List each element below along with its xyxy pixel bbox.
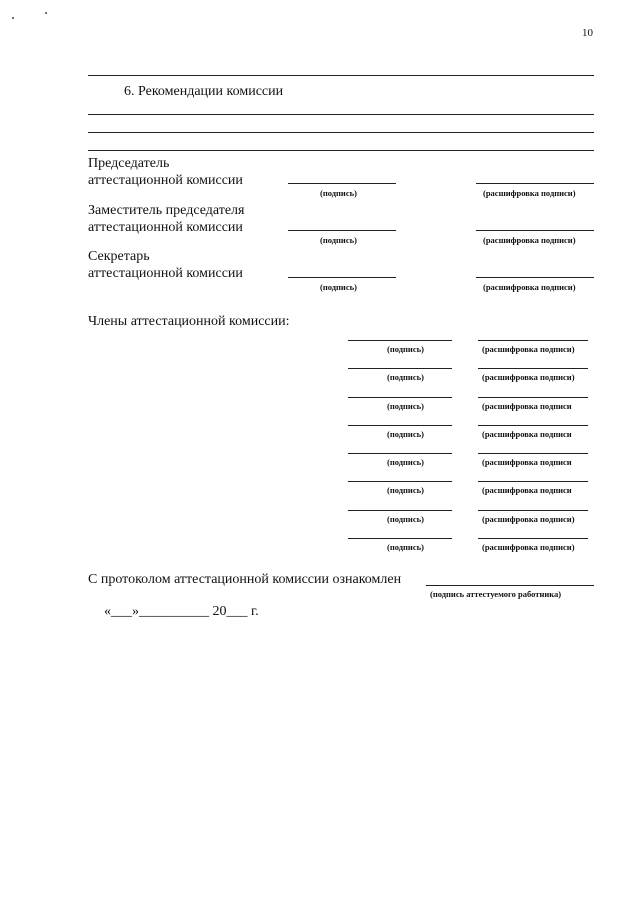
employee-signature-caption: (подпись аттестуемого работника) <box>430 589 562 599</box>
chairman-label: Председатель <box>88 156 170 171</box>
recommendation-line <box>88 114 594 115</box>
secretary-label: Секретарь <box>88 249 150 264</box>
recommendation-line <box>88 132 594 133</box>
signature-caption: (подпись) <box>387 372 424 382</box>
name-caption: (расшифровка подписи) <box>482 542 575 552</box>
name-line[interactable] <box>478 368 588 369</box>
signature-caption: (подпись) <box>387 401 424 411</box>
name-caption: (расшифровка подписи) <box>483 235 576 245</box>
chairman-label-line2: аттестационной комиссии <box>88 173 243 188</box>
signature-line[interactable] <box>348 397 452 398</box>
name-caption: (расшифровка подписи) <box>482 514 575 524</box>
signature-line[interactable] <box>288 277 396 278</box>
signature-line[interactable] <box>288 183 396 184</box>
name-caption: (расшифровка подписи <box>482 401 572 411</box>
name-line[interactable] <box>478 510 588 511</box>
signature-caption: (подпись) <box>387 457 424 467</box>
signature-line[interactable] <box>348 538 452 539</box>
signature-caption: (подпись) <box>387 429 424 439</box>
deputy-label-line2: аттестационной комиссии <box>88 220 243 235</box>
name-line[interactable] <box>476 183 594 184</box>
name-line[interactable] <box>478 481 588 482</box>
signature-caption: (подпись) <box>320 188 357 198</box>
name-line[interactable] <box>476 230 594 231</box>
name-line[interactable] <box>478 538 588 539</box>
signature-line[interactable] <box>348 510 452 511</box>
name-caption: (расшифровка подписи) <box>483 282 576 292</box>
signature-caption: (подпись) <box>320 235 357 245</box>
signature-caption: (подпись) <box>387 514 424 524</box>
signature-line[interactable] <box>348 368 452 369</box>
name-line[interactable] <box>478 397 588 398</box>
name-line[interactable] <box>478 453 588 454</box>
name-line[interactable] <box>478 425 588 426</box>
deputy-label: Заместитель председателя <box>88 203 245 218</box>
signature-caption: (подпись) <box>320 282 357 292</box>
name-caption: (расшифровка подписи <box>482 485 572 495</box>
employee-signature-line[interactable] <box>426 585 594 586</box>
scan-speck <box>12 17 14 19</box>
acknowledgement-text: С протоколом аттестационной комиссии ознакомлен <box>88 572 402 587</box>
signature-line[interactable] <box>348 340 452 341</box>
name-line[interactable] <box>476 277 594 278</box>
signature-line[interactable] <box>348 453 452 454</box>
recommendation-line <box>88 150 594 151</box>
date-line[interactable]: «___»__________ 20___ г. <box>104 604 259 619</box>
name-caption: (расшифровка подписи) <box>483 188 576 198</box>
name-caption: (расшифровка подписи <box>482 457 572 467</box>
top-rule <box>88 75 594 76</box>
signature-caption: (подпись) <box>387 542 424 552</box>
name-line[interactable] <box>478 340 588 341</box>
members-heading: Члены аттестационной комиссии: <box>88 314 290 329</box>
scan-speck <box>45 12 47 14</box>
signature-caption: (подпись) <box>387 344 424 354</box>
name-caption: (расшифровка подписи) <box>482 372 575 382</box>
name-caption: (расшифровка подписи <box>482 429 572 439</box>
signature-line[interactable] <box>288 230 396 231</box>
secretary-label-line2: аттестационной комиссии <box>88 266 243 281</box>
signature-caption: (подпись) <box>387 485 424 495</box>
signature-line[interactable] <box>348 481 452 482</box>
signature-line[interactable] <box>348 425 452 426</box>
page-number: 10 <box>582 27 593 39</box>
name-caption: (расшифровка подписи) <box>482 344 575 354</box>
section-title: 6. Рекомендации комиссии <box>124 84 284 99</box>
